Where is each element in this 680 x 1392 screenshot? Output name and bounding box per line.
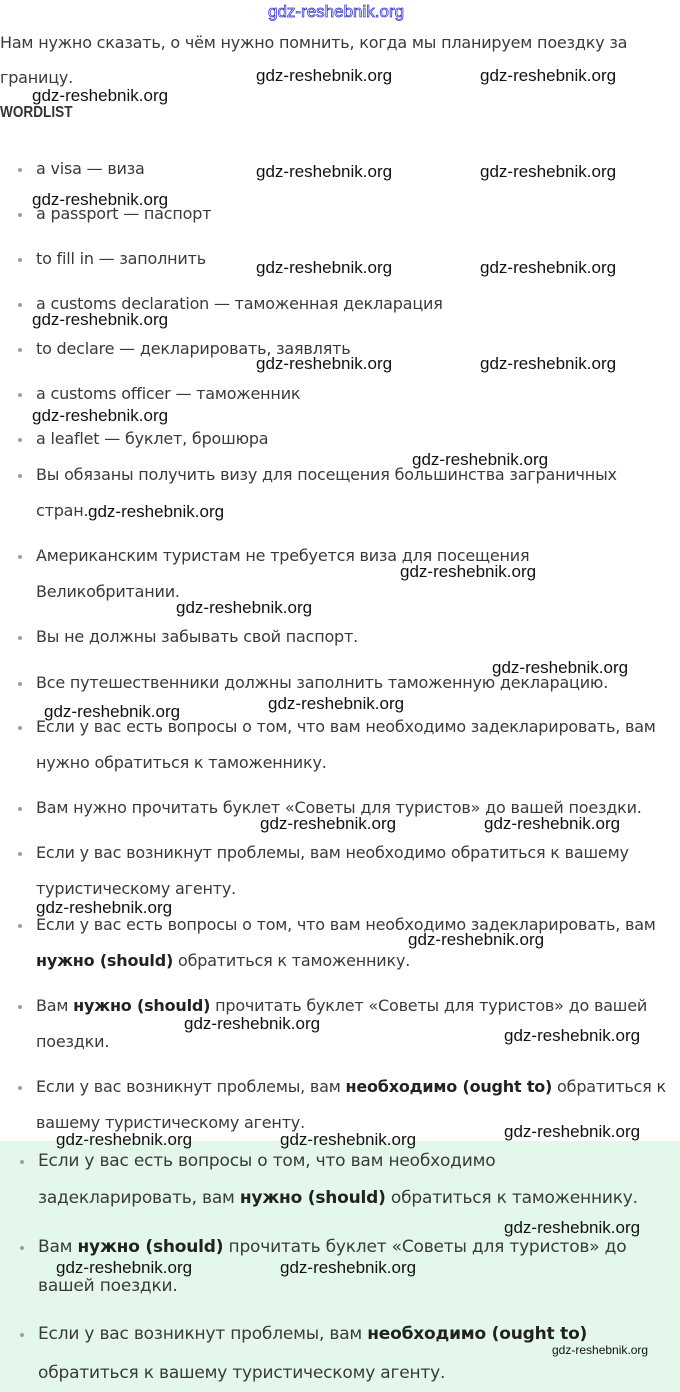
watermark-text: gdz-reshebnik.org	[256, 258, 393, 277]
list-item-line	[36, 879, 236, 899]
watermark-text: gdz-reshebnik.org	[56, 1258, 193, 1277]
watermark-text: gdz-reshebnik.org	[88, 502, 225, 521]
text: Вам нужно прочитать буклет «Советы для туристов» до вашей поездки.	[36, 798, 642, 817]
text: a customs officer — таможенник	[36, 384, 301, 403]
bullet-icon	[18, 258, 22, 262]
watermark-text: gdz-reshebnik.org	[32, 190, 169, 209]
text: обратиться к таможеннику.	[385, 1188, 638, 1208]
emphasis-text: нужно (should)	[239, 1188, 386, 1208]
watermark-text: gdz-reshebnik.org	[484, 814, 621, 833]
text: Вы не должны забывать свой паспорт.	[36, 627, 359, 646]
list-item-line	[36, 1077, 666, 1097]
emphasis-text: нужно (should)	[77, 1237, 224, 1257]
text: Все путешественники должны заполнить таможенную декларацию.	[36, 673, 609, 692]
text: вашей поездки.	[38, 1276, 178, 1296]
text: Вам	[36, 996, 74, 1015]
bullet-icon	[18, 1086, 22, 1090]
watermark-text: gdz-reshebnik.org	[408, 930, 545, 949]
bullet-icon	[18, 924, 22, 928]
text: Великобритании.	[36, 582, 180, 601]
emphasis-text: нужно (should)	[36, 951, 174, 970]
text: поездки.	[36, 1032, 110, 1051]
bullet-icon	[18, 726, 22, 730]
bullet-icon	[18, 807, 22, 811]
watermark-text: gdz-reshebnik.org	[260, 814, 397, 833]
watermark-text: gdz-reshebnik.org	[44, 702, 181, 721]
text: Если у вас есть вопросы о том, что вам необходимо задекларировать, вам	[36, 915, 656, 934]
watermark-text: gdz-reshebnik.org	[32, 86, 169, 105]
list-item-line	[36, 915, 656, 935]
bullet-icon	[18, 682, 22, 686]
intro-line-1: Нам нужно сказать, о чём нужно помнить, когда мы планируем поездку за	[0, 33, 628, 52]
text: прочитать буклет «Советы для туристов» до вашей	[210, 996, 648, 1015]
list-item-line	[38, 1237, 626, 1257]
bullet-icon	[20, 1333, 24, 1337]
text: прочитать буклет «Советы для туристов» до	[223, 1237, 627, 1257]
list-item-line	[36, 996, 647, 1016]
text: to fill in — заполнить	[36, 249, 206, 268]
bullet-icon	[18, 852, 22, 856]
watermark-text: gdz-reshebnik.org	[184, 1014, 321, 1033]
bullet-icon	[18, 474, 22, 478]
text: обратиться к вашему туристическому агенту.	[38, 1363, 446, 1383]
bullet-icon	[18, 168, 22, 172]
list-item-line	[36, 384, 300, 404]
watermark-text: gdz-reshebnik.org	[256, 162, 393, 181]
watermark-text: gdz-reshebnik.org	[552, 1343, 649, 1357]
bullet-icon	[20, 1160, 24, 1164]
watermark-text: gdz-reshebnik.org	[256, 66, 393, 85]
watermark-text: gdz-reshebnik.org	[268, 694, 405, 713]
bullet-icon	[18, 438, 22, 442]
bullet-icon	[20, 1246, 24, 1250]
bullet-icon	[18, 555, 22, 559]
watermark-text: gdz-reshebnik.org	[492, 658, 629, 677]
emphasis-text: необходимо (ought to)	[345, 1077, 553, 1096]
list-item-line	[36, 627, 358, 647]
text: Вы обязаны получить визу для посещения большинства заграничных	[36, 465, 617, 484]
list-item-line	[36, 951, 410, 971]
list-item-line	[36, 843, 629, 863]
text: Если у вас есть вопросы о том, что вам необходимо	[38, 1151, 496, 1171]
list-item-line	[38, 1188, 638, 1208]
text: Если у вас возникнут проблемы, вам необходимо обратиться к вашему	[36, 843, 629, 862]
emphasis-text: необходимо (ought to)	[367, 1324, 588, 1344]
text: Если у вас есть вопросы о том, что вам необходимо задекларировать, вам	[36, 717, 656, 736]
watermark-text: gdz-reshebnik.org	[504, 1026, 641, 1045]
list-item-line	[36, 1032, 109, 1052]
watermark-text: gdz-reshebnik.org	[32, 406, 169, 425]
watermark-text: gdz-reshebnik.org	[56, 1130, 193, 1149]
text: туристическому агенту.	[36, 879, 237, 898]
watermark-text: gdz-reshebnik.org	[400, 562, 537, 581]
list-item-line	[36, 429, 268, 449]
text: Американским туристам не требуется виза для посещения	[36, 546, 530, 565]
watermark-text: gdz-reshebnik.org	[176, 598, 313, 617]
list-item-line	[36, 582, 180, 602]
list-item-line	[38, 1276, 178, 1296]
watermark-text: gdz-reshebnik.org	[412, 450, 549, 469]
watermark-text: gdz-reshebnik.org	[32, 310, 169, 329]
text: вашему туристическому агенту.	[36, 1113, 305, 1132]
text: нужно обратиться к таможеннику.	[36, 753, 327, 772]
watermark-text: gdz-reshebnik.org	[480, 66, 617, 85]
list-item-line	[36, 249, 206, 269]
text: обратиться к таможеннику.	[173, 951, 411, 970]
intro-line-2: границу.	[0, 68, 74, 87]
bullet-icon	[18, 348, 22, 352]
text: a passport — паспорт	[36, 204, 212, 223]
watermark-text: gdz-reshebnik.org	[280, 1258, 417, 1277]
watermark-text: gdz-reshebnik.org	[480, 258, 617, 277]
bullet-icon	[18, 636, 22, 640]
text: обратиться к	[552, 1077, 666, 1096]
text: a customs declaration — таможенная декларация	[36, 294, 443, 313]
bullet-icon	[18, 213, 22, 217]
list-item-line	[38, 1151, 495, 1171]
text: a visa — виза	[36, 159, 145, 178]
bullet-icon	[18, 303, 22, 307]
watermark-text: gdz-reshebnik.org	[504, 1122, 641, 1141]
list-item-line	[38, 1363, 445, 1383]
watermark-text: gdz-reshebnik.org	[480, 162, 617, 181]
text: задекларировать, вам	[38, 1188, 240, 1208]
text: стран.	[36, 501, 89, 520]
list-item-line	[36, 753, 327, 773]
text: Если у вас возникнут проблемы, вам	[38, 1324, 368, 1344]
list-item-line	[36, 159, 145, 179]
section-title: WORDLIST	[0, 104, 73, 121]
emphasis-text: нужно (should)	[73, 996, 211, 1015]
watermark-text: gdz-reshebnik.org	[256, 354, 393, 373]
watermark-text: gdz-reshebnik.org	[268, 2, 405, 21]
text: Вам	[38, 1237, 78, 1257]
text: Если у вас возникнут проблемы, вам	[36, 1077, 346, 1096]
bullet-icon	[18, 393, 22, 397]
list-item-line	[36, 501, 88, 521]
text: a leaflet — буклет, брошюра	[36, 429, 269, 448]
watermark-text: gdz-reshebnik.org	[280, 1130, 417, 1149]
watermark-text: gdz-reshebnik.org	[480, 354, 617, 373]
text: to declare — декларировать, заявлять	[36, 339, 351, 358]
watermark-text: gdz-reshebnik.org	[504, 1218, 641, 1237]
bullet-icon	[18, 1005, 22, 1009]
list-item-line	[38, 1324, 587, 1344]
watermark-text: gdz-reshebnik.org	[36, 898, 173, 917]
